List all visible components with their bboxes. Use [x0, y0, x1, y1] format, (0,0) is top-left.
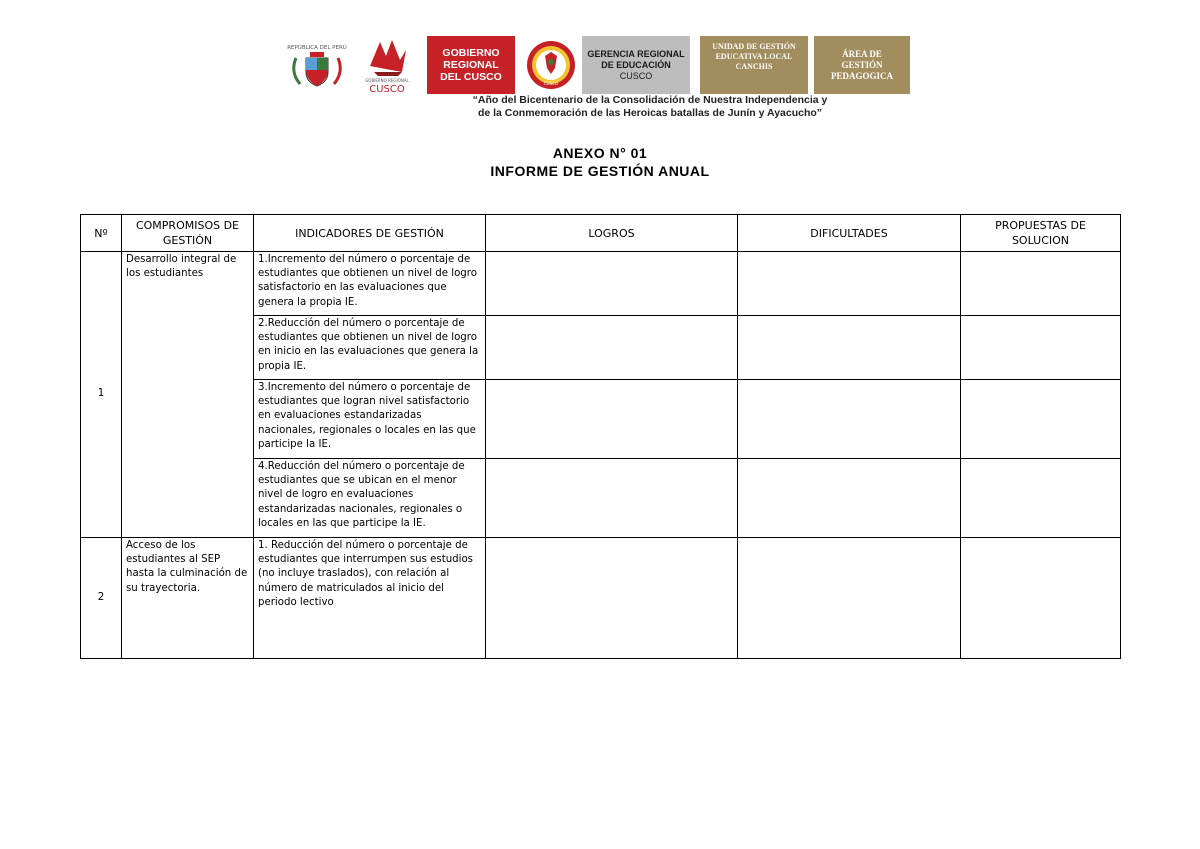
- header-logros: LOGROS: [486, 215, 738, 252]
- compromiso-cell: Desarrollo integral de los estudiantes: [122, 252, 254, 538]
- seal-caption: CUSCO: [543, 81, 559, 86]
- ugel-line-2: EDUCATIVA LOCAL: [715, 52, 793, 61]
- gobierno-regional-logo: [427, 36, 515, 94]
- cusco-caption: CUSCO: [369, 84, 405, 94]
- gerencia-line-2: DE EDUCACIÓN: [601, 59, 671, 70]
- cusco-logo: [362, 36, 412, 94]
- gobierno-line-3: DEL CUSCO: [440, 71, 502, 83]
- indicador-cell: 2.Reducción del número o porcentaje de estudiantes que obtienen un nivel de logro en inicio en las evaluaciones que genera la propia IE.: [254, 316, 486, 380]
- gobierno-line-1: GOBIERNO: [442, 47, 500, 59]
- area-line-1: ÁREA DE: [842, 48, 882, 59]
- gerencia-line-3: CUSCO: [619, 70, 653, 81]
- gerencia-line-1: GERENCIA REGIONAL: [587, 48, 685, 59]
- area-line-2: GESTIÓN: [841, 59, 883, 70]
- gobierno-line-2: REGIONAL: [443, 59, 499, 71]
- motto-line-2: de la Conmemoración de las Heroicas batallas de Junín y Ayacucho”: [477, 107, 823, 119]
- dificultades-cell[interactable]: [738, 252, 961, 316]
- ugel-line-1: UNIDAD DE GESTIÓN: [712, 42, 796, 51]
- logros-cell[interactable]: [486, 459, 738, 538]
- table-row: [81, 252, 1121, 316]
- header-logos: [282, 36, 912, 96]
- management-report-table: [80, 214, 1121, 659]
- ugel-canchis-logo: [700, 36, 808, 94]
- propuestas-cell[interactable]: [961, 459, 1121, 538]
- indicador-cell: 1. Reducción del número o porcentaje de estudiantes que interrumpen sus estudios (no incluye traslados), con relación al número de matriculados al inicio del periodo lectivo: [254, 538, 486, 659]
- header-propuestas: PROPUESTAS DE SOLUCION: [961, 215, 1121, 252]
- area-line-3: PEDAGOGICA: [830, 70, 893, 81]
- motto-line-1: “Año del Bicentenario de la Consolidación de Nuestra Independencia y: [472, 94, 828, 106]
- dificultades-cell[interactable]: [738, 316, 961, 380]
- ugel-line-3: CANCHIS: [735, 62, 773, 71]
- indicador-cell: 4.Reducción del número o porcentaje de estudiantes que se ubican en el menor nivel de logro en evaluaciones estandarizadas nacionales, regionales o locales en las que participe la IE.: [254, 459, 486, 538]
- row-num: 1: [81, 252, 122, 538]
- header-indicadores: INDICADORES DE GESTIÓN: [254, 215, 486, 252]
- header-compromisos: COMPROMISOS DE GESTIÓN: [122, 215, 254, 252]
- propuestas-cell[interactable]: [961, 380, 1121, 459]
- propuestas-cell[interactable]: [961, 252, 1121, 316]
- propuestas-cell[interactable]: [961, 316, 1121, 380]
- logros-cell[interactable]: [486, 316, 738, 380]
- gerencia-regional-logo: [582, 36, 690, 94]
- dificultades-cell[interactable]: [738, 459, 961, 538]
- table-header-row: [81, 215, 1121, 252]
- indicador-cell: 1.Incremento del número o porcentaje de estudiantes que obtienen un nivel de logro satisfactorio en las evaluaciones que genera la propia IE.: [254, 252, 486, 316]
- header-num: Nº: [81, 215, 122, 252]
- logros-cell[interactable]: [486, 252, 738, 316]
- compromiso-cell: Acceso de los estudiantes al SEP hasta la culminación de su trayectoria.: [122, 538, 254, 659]
- cusco-sub-caption: GOBIERNO REGIONAL: [365, 78, 409, 83]
- regional-seal-logo: [525, 36, 577, 94]
- dificultades-cell[interactable]: [738, 538, 961, 659]
- area-gestion-pedagogica-logo: [814, 36, 910, 94]
- annex-title: ANEXO N° 01: [552, 145, 648, 161]
- header-dificultades: DIFICULTADES: [738, 215, 961, 252]
- propuestas-cell[interactable]: [961, 538, 1121, 659]
- row-num: 2: [81, 538, 122, 659]
- dificultades-cell[interactable]: [738, 380, 961, 459]
- table-row: [81, 538, 1121, 659]
- report-title: INFORME DE GESTIÓN ANUAL: [490, 163, 710, 179]
- year-motto: [390, 94, 910, 120]
- logros-cell[interactable]: [486, 538, 738, 659]
- escudo-caption: REPÚBLICA DEL PERÚ: [287, 45, 347, 51]
- logros-cell[interactable]: [486, 380, 738, 459]
- indicador-cell: 3.Incremento del número o porcentaje de estudiantes que logran nivel satisfactorio en evaluaciones estandarizadas nacionales, regionales o locales en las que participe la IE.: [254, 380, 486, 459]
- peru-coat-of-arms-logo: [282, 36, 352, 94]
